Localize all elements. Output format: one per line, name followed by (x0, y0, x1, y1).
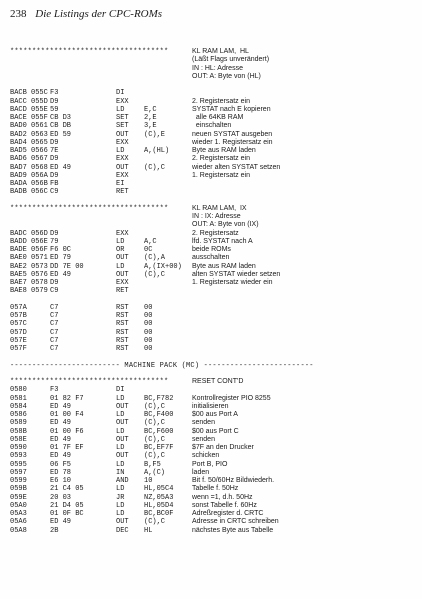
operands: E,C (144, 105, 157, 114)
listing-line (10, 213, 415, 221)
comment: neuen SYSTAT ausgeben (192, 130, 273, 138)
mnemonic: LD (116, 105, 125, 114)
separator-text: ************************************ (10, 204, 169, 213)
opcode-bytes: 21 C4 05 (50, 485, 84, 494)
comment: einschalten (192, 122, 232, 130)
address: 0586 (10, 411, 27, 419)
address: BAE2 0573 (10, 262, 48, 271)
comment: OUT: A: Byte von (IX) (192, 221, 259, 229)
mnemonic: RST (116, 345, 129, 353)
comment: 2. Registersatz (192, 229, 239, 237)
comment: beide ROMs (192, 246, 231, 253)
comment: SYSTAT nach E kopieren (192, 105, 271, 113)
listing-line (10, 139, 415, 147)
address: 057A (10, 303, 27, 312)
comment: 2. Registersatz ein (192, 97, 250, 105)
mnemonic: LD (116, 485, 125, 494)
separator-text: ------------------------- MACHINE PACK (MC) ------------------------- (10, 361, 314, 370)
mnemonic: SET (116, 122, 129, 131)
address: BAE8 0579 (10, 287, 48, 296)
opcode-bytes: E6 10 (50, 477, 72, 485)
listing-line (10, 436, 415, 444)
address: BADA 056B (10, 180, 48, 188)
listing-line (10, 403, 415, 411)
listing-line (10, 502, 415, 510)
listing-line (10, 98, 415, 106)
mnemonic: RST (116, 328, 129, 337)
mnemonic: JR (116, 493, 125, 502)
mnemonic: LD (116, 460, 125, 469)
address: 0584 (10, 402, 27, 411)
listing-line (10, 180, 415, 188)
comment: senden (192, 419, 215, 427)
opcode-bytes: 01 0F BC (50, 510, 84, 518)
opcode-bytes: C7 (50, 312, 59, 320)
opcode-bytes: 01 82 F7 (50, 394, 84, 403)
mnemonic: LD (116, 147, 125, 155)
address: BAD6 0567 (10, 155, 48, 164)
listing-separator (10, 48, 415, 56)
operands: BC,F782 (144, 394, 174, 403)
listing-line (10, 188, 415, 196)
comment: schicken (192, 452, 220, 460)
mnemonic: DI (116, 386, 125, 395)
comment: senden (192, 435, 215, 443)
opcode-bytes: 01 00 F4 (50, 411, 84, 419)
operands: BC,F600 (144, 427, 174, 436)
address: BADC 056D (10, 229, 48, 238)
mnemonic: DI (116, 89, 125, 98)
mnemonic: RST (116, 303, 129, 312)
opcode-bytes: 01 7F EF (50, 444, 84, 452)
mnemonic: OUT (116, 419, 129, 428)
address: BACE 055F (10, 114, 48, 122)
operands: 00 (144, 328, 153, 337)
listing-line (10, 428, 415, 436)
separator-text: ************************************ (10, 48, 169, 56)
comment: Byte aus RAM laden (192, 262, 256, 270)
operands: A,(HL) (144, 147, 170, 155)
address: 05A8 (10, 526, 27, 535)
opcode-bytes: 59 (50, 105, 59, 114)
mnemonic: RET (116, 287, 129, 296)
listing-line (10, 172, 415, 180)
address: BAD7 0568 (10, 163, 48, 172)
opcode-bytes: F3 (50, 386, 59, 395)
opcode-bytes: FB (50, 180, 59, 188)
mnemonic: AND (116, 477, 129, 485)
comment: $7F an den Drucker (192, 444, 254, 451)
operands: (C),E (144, 130, 166, 139)
operands: (C),C (144, 452, 166, 461)
operands: BC,EF7F (144, 444, 174, 452)
mnemonic: OUT (116, 402, 129, 411)
opcode-bytes: C9 (50, 188, 59, 197)
assembly-listing (10, 48, 415, 535)
opcode-bytes: D9 (50, 97, 59, 106)
listing-line (10, 114, 415, 122)
mnemonic: LD (116, 444, 125, 452)
address: BADE 056F (10, 246, 48, 254)
operands: A,(C) (144, 468, 166, 477)
listing-line (10, 485, 415, 493)
address: 057D (10, 328, 27, 337)
operands: (C),C (144, 270, 166, 279)
opcode-bytes: D9 (50, 155, 59, 164)
address: 0599 (10, 477, 27, 485)
listing-line (10, 320, 415, 328)
opcode-bytes: D9 (50, 279, 59, 287)
mnemonic: LD (116, 394, 125, 403)
listing-line (10, 494, 415, 502)
operands: BC,F400 (144, 411, 174, 419)
address: 058E (10, 435, 27, 444)
mnemonic: EXX (116, 138, 129, 147)
opcode-bytes: C7 (50, 336, 59, 345)
opcode-bytes: ED 49 (50, 270, 72, 279)
opcode-bytes: ED 49 (50, 419, 72, 428)
mnemonic: OUT (116, 518, 129, 527)
mnemonic: LD (116, 237, 125, 246)
mnemonic: EXX (116, 155, 129, 164)
address: 057C (10, 320, 27, 329)
comment: wieder 1. Registersatz ein (192, 138, 273, 146)
listing-line (10, 419, 415, 427)
listing-blank-line (10, 353, 415, 361)
page-header (10, 8, 162, 20)
mnemonic: OUT (116, 452, 129, 461)
opcode-bytes: 20 03 (50, 493, 72, 502)
opcode-bytes: D9 (50, 229, 59, 238)
listing-line (10, 452, 415, 460)
listing-line (10, 477, 415, 485)
opcode-bytes: DD 7E 00 (50, 262, 84, 271)
mnemonic: EXX (116, 97, 129, 106)
listing-line (10, 65, 415, 73)
comment: wieder alten SYSTAT setzen (192, 163, 281, 171)
opcode-bytes: C7 (50, 303, 59, 312)
operands: B,F5 (144, 460, 161, 469)
address: 05A0 (10, 501, 27, 510)
mnemonic: EXX (116, 229, 129, 238)
address: BACB 055C (10, 89, 48, 98)
opcode-bytes: 7E (50, 147, 59, 155)
opcode-bytes: 01 00 F6 (50, 427, 84, 436)
listing-line (10, 164, 415, 172)
address: 059B (10, 485, 27, 494)
opcode-bytes: CB DB (50, 122, 72, 131)
comment: 1. Registersatz wieder ein (192, 279, 273, 286)
comment: IN : HL: Adresse (192, 64, 243, 72)
comment: 2. Registersatz ein (192, 155, 250, 163)
address: BAE5 0576 (10, 270, 48, 279)
address: BAE0 0571 (10, 254, 48, 263)
listing-line (10, 337, 415, 345)
address: 0589 (10, 419, 27, 428)
address: 057F (10, 345, 27, 353)
mnemonic: OUT (116, 163, 129, 172)
page-title: Die Listings der CPC-ROMs (35, 8, 163, 20)
listing-line (10, 312, 415, 320)
opcode-bytes: 06 F5 (50, 460, 72, 469)
opcode-bytes: 21 D4 05 (50, 501, 84, 510)
operands: (C),A (144, 254, 166, 263)
listing-line (10, 279, 415, 287)
listing-line (10, 444, 415, 452)
address: BACC 055D (10, 97, 48, 106)
address: 0590 (10, 444, 27, 452)
comment: Adreßregister d. CRTC (192, 510, 264, 517)
opcode-bytes: D9 (50, 138, 59, 147)
listing-line (10, 147, 415, 155)
listing-line (10, 271, 415, 279)
opcode-bytes: 2B (50, 526, 59, 535)
listing-line (10, 518, 415, 526)
opcode-bytes: C9 (50, 287, 59, 296)
address: 0580 (10, 386, 27, 395)
operands: HL (144, 526, 153, 535)
listing-line (10, 469, 415, 477)
opcode-bytes: ED 49 (50, 435, 72, 444)
separator-text: ************************************ (10, 378, 169, 386)
mnemonic: OR (116, 246, 125, 254)
comment: $00 aus Port A (192, 411, 238, 418)
listing-line (10, 254, 415, 262)
operands: 10 (144, 477, 153, 485)
listing-line (10, 461, 415, 469)
mnemonic: OUT (116, 270, 129, 279)
listing-blank-line (10, 197, 415, 205)
address: 059E (10, 493, 27, 502)
operands: 00 (144, 312, 153, 320)
comment: alle 64KB RAM (192, 114, 244, 121)
listing-line (10, 122, 415, 130)
opcode-bytes: ED 49 (50, 402, 72, 411)
comment: ausschalten (192, 254, 230, 262)
listing-line (10, 304, 415, 312)
listing-line (10, 73, 415, 81)
address: 0597 (10, 468, 27, 477)
comment: laden (192, 468, 210, 476)
opcode-bytes: C7 (50, 320, 59, 329)
mnemonic: OUT (116, 254, 129, 263)
mnemonic: EXX (116, 171, 129, 180)
operands: A,(IX+00) (144, 262, 182, 271)
address: BAD5 0566 (10, 147, 48, 155)
opcode-bytes: C7 (50, 328, 59, 337)
operands: NZ,05A3 (144, 493, 174, 502)
listing-separator (10, 378, 415, 386)
opcode-bytes: ED 79 (50, 254, 72, 263)
mnemonic: DEC (116, 526, 129, 535)
listing-line (10, 246, 415, 254)
listing-line (10, 56, 415, 64)
address: 057E (10, 336, 27, 345)
opcode-bytes: ED 49 (50, 163, 72, 172)
listing-line (10, 155, 415, 163)
opcode-bytes: ED 49 (50, 452, 72, 461)
address: 058B (10, 427, 27, 436)
listing-line (10, 106, 415, 114)
listing-blank-line (10, 81, 415, 89)
comment: lfd. SYSTAT nach A (192, 237, 253, 245)
comment: IN : IX: Adresse (192, 213, 241, 220)
opcode-bytes: 79 (50, 237, 59, 246)
comment: RESET CONT'D (192, 378, 244, 385)
mnemonic: EI (116, 180, 125, 188)
mnemonic: LD (116, 501, 125, 510)
operands: BC,BC0F (144, 510, 174, 518)
opcode-bytes: D9 (50, 171, 59, 180)
comment: OUT: A: Byte von (HL) (192, 72, 261, 80)
comment: Adresse in CRTC schreiben (192, 518, 279, 526)
mnemonic: RET (116, 188, 129, 197)
operands: 3,E (144, 122, 157, 131)
listing-line (10, 89, 415, 97)
mnemonic: LD (116, 262, 125, 271)
comment: sonst Tabelle f. 60Hz (192, 501, 257, 509)
address: 057B (10, 312, 27, 320)
operands: 00 (144, 336, 153, 345)
comment: wenn =1, d.h. 50Hz (192, 493, 253, 501)
comment: Byte aus RAM laden (192, 147, 256, 154)
mnemonic: SET (116, 114, 129, 122)
operands: A,C (144, 237, 157, 246)
page-number: 238 (10, 8, 27, 20)
listing-separator (10, 362, 415, 370)
comment: 1. Registersatz ein (192, 171, 250, 179)
address: 0595 (10, 460, 27, 469)
address: 0593 (10, 452, 27, 461)
opcode-bytes: C7 (50, 345, 59, 353)
operands: (C),C (144, 419, 166, 428)
comment: $00 aus Port C (192, 427, 239, 435)
listing-line (10, 230, 415, 238)
listing-line (10, 238, 415, 246)
address: BAD9 056A (10, 171, 48, 180)
listing-line (10, 510, 415, 518)
operands: 00 (144, 345, 153, 353)
operands: (C),C (144, 518, 166, 527)
mnemonic: OUT (116, 130, 129, 139)
listing-separator (10, 205, 415, 213)
listing-line (10, 411, 415, 419)
listing-blank-line (10, 370, 415, 378)
mnemonic: RST (116, 312, 129, 320)
listing-line (10, 131, 415, 139)
operands: (C),C (144, 163, 166, 172)
mnemonic: RST (116, 336, 129, 345)
operands: HL,05D4 (144, 501, 174, 510)
address: 05A6 (10, 518, 27, 527)
operands: 0C (144, 246, 153, 254)
mnemonic: LD (116, 411, 125, 419)
mnemonic: LD (116, 510, 125, 518)
comment: (Läßt Flags unverändert) (192, 56, 270, 64)
comment: KL RAM LAM, IX (192, 204, 247, 212)
listing-line (10, 287, 415, 295)
mnemonic: OUT (116, 435, 129, 444)
operands: (C),C (144, 435, 166, 444)
listing-line (10, 527, 415, 535)
opcode-bytes: CB D3 (50, 114, 72, 122)
mnemonic: LD (116, 427, 125, 436)
operands: 00 (144, 320, 153, 329)
mnemonic: RST (116, 320, 129, 329)
address: 05A3 (10, 510, 27, 518)
mnemonic: EXX (116, 279, 129, 287)
address: BAD4 0565 (10, 138, 48, 147)
address: BAD0 0561 (10, 122, 48, 131)
opcode-bytes: F3 (50, 89, 59, 98)
opcode-bytes: ED 49 (50, 518, 72, 527)
address: BAD2 0563 (10, 130, 48, 139)
comment: alten SYSTAT wieder setzen (192, 270, 281, 278)
mnemonic: IN (116, 468, 125, 477)
listing-line (10, 345, 415, 353)
address: BADB 056C (10, 188, 48, 197)
listing-blank-line (10, 296, 415, 304)
operands: (C),C (144, 402, 166, 411)
listing-line (10, 386, 415, 394)
comment: Tabelle f. 50Hz (192, 485, 239, 493)
comment: KL RAM LAM, HL (192, 48, 249, 55)
listing-line (10, 395, 415, 403)
comment: Kontrollregister PIO 8255 (192, 394, 271, 402)
opcode-bytes: ED 78 (50, 468, 72, 477)
comment: Bit f. 50/60Hz Bildwiederh. (192, 477, 275, 484)
operands: HL,05C4 (144, 485, 174, 494)
listing-line (10, 263, 415, 271)
address: BADD 056E (10, 237, 48, 246)
address: BAE7 0578 (10, 279, 48, 287)
opcode-bytes: ED 59 (50, 130, 72, 139)
comment: Port B, PIO (192, 460, 228, 468)
comment: initialisieren (192, 402, 229, 410)
listing-line (10, 329, 415, 337)
operands: 00 (144, 303, 153, 312)
address: BACD 055E (10, 105, 48, 114)
listing-line (10, 221, 415, 229)
operands: 2,E (144, 114, 157, 122)
opcode-bytes: F6 0C (50, 246, 72, 254)
address: 0581 (10, 394, 27, 403)
comment: nächstes Byte aus Tabelle (192, 526, 274, 534)
